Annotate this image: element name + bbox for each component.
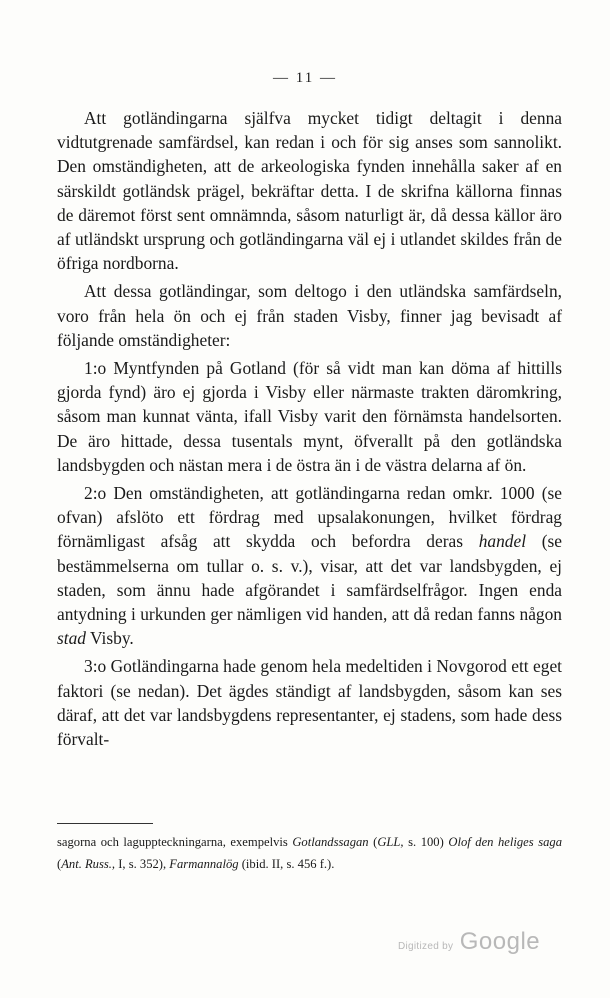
text-run: ( (57, 857, 62, 871)
google-logo: Google (459, 928, 541, 955)
text-run: s. 100) (403, 835, 449, 849)
italic-text-run: handel (478, 531, 527, 552)
text-run: Att gotländingarna själfva mycket tidigt deltagit i denna vidtutgrenade samfärdsel, kan redan i och för sig anses som sannolikt. Den omständigheten, att de arkeologiska fynden innehålla saker af en särskildt gotländsk prägel, bekräftar detta. I de skrifna källorna finnas de däremot först sent omnämnda, såsom naturligt är, då dessa källor äro af utländskt ursprung och gotländingarna väl ej i utlandet skildes från de öfriga nordborna. (57, 108, 562, 274)
text-run: 2:o Den omständigheten, att gotländingarna redan omkr. 1000 (se ofvan) afslöto ett fördrag med upsalakonungen, hvilket fördrag förnämligast afsåg att skydda och befordra deras (57, 483, 562, 552)
paragraph (57, 279, 562, 352)
paragraph (57, 106, 562, 275)
text-run: sagorna och laguppteckningarna, exempelvis (57, 835, 293, 849)
footnote (57, 831, 562, 875)
italic-text-run: stad (57, 628, 86, 649)
footnote-divider (57, 823, 153, 824)
italic-text-run: Olof den heliges saga (448, 835, 562, 849)
text-run: 1:o Myntfynden på Gotland (för så vidt man kan döma af hittills gjorda fynd) äro ej gjorda i Visby eller närmaste trakten däromkring, såsom man kunnat vänta, ifall Visby varit den förnämsta handelsorten. De äro hittade, dessa tusentals mynt, öfverallt på den gotländska landsbygden och nästan mera i de östra än i de västra delarna af ön. (57, 358, 562, 475)
italic-text-run: Gotlandssagan (292, 835, 369, 849)
italic-text-run: Farmannalög (169, 857, 239, 871)
paragraph (57, 356, 562, 477)
italic-text-run: Ant. Russ., (61, 857, 116, 871)
text-run: (se bestämmelserna om tullar o. s. v.), visar, att det var landsbygden, ej staden, som ännu hade afgörandet i samfärdselfrågor. Ingen enda antydning i urkunden ger nämligen vid handen, att då redan fanns någon (57, 531, 562, 625)
page-number: — 11 — (273, 70, 337, 86)
text-run: 3:o Gotländingarna hade genom hela medeltiden i Novgorod ett eget faktori (se nedan). Det ägdes ständigt af landsbygden, såsom kan ses däraf, att det var landsbygdens representanter, ej stadens, som hade dess förvalt- (57, 656, 562, 750)
footnote-text (57, 831, 562, 875)
google-watermark (398, 928, 540, 956)
main-text (57, 106, 562, 751)
paragraph (57, 481, 562, 650)
text-run: (ibid. II, s. 456 f.). (238, 857, 335, 871)
paragraph (57, 654, 562, 751)
text-run: I, s. 352), (115, 857, 170, 871)
watermark-digitized-label: Digitized by (398, 941, 454, 952)
italic-text-run: GLL, (377, 835, 404, 849)
text-run: Visby. (86, 628, 134, 649)
text-run: ( (368, 835, 378, 849)
text-run: Att dessa gotländingar, som deltogo i den utländska samfärdseln, voro från hela ön och ej från staden Visby, finner jag bevisadt af följande omständigheter: (57, 281, 562, 350)
